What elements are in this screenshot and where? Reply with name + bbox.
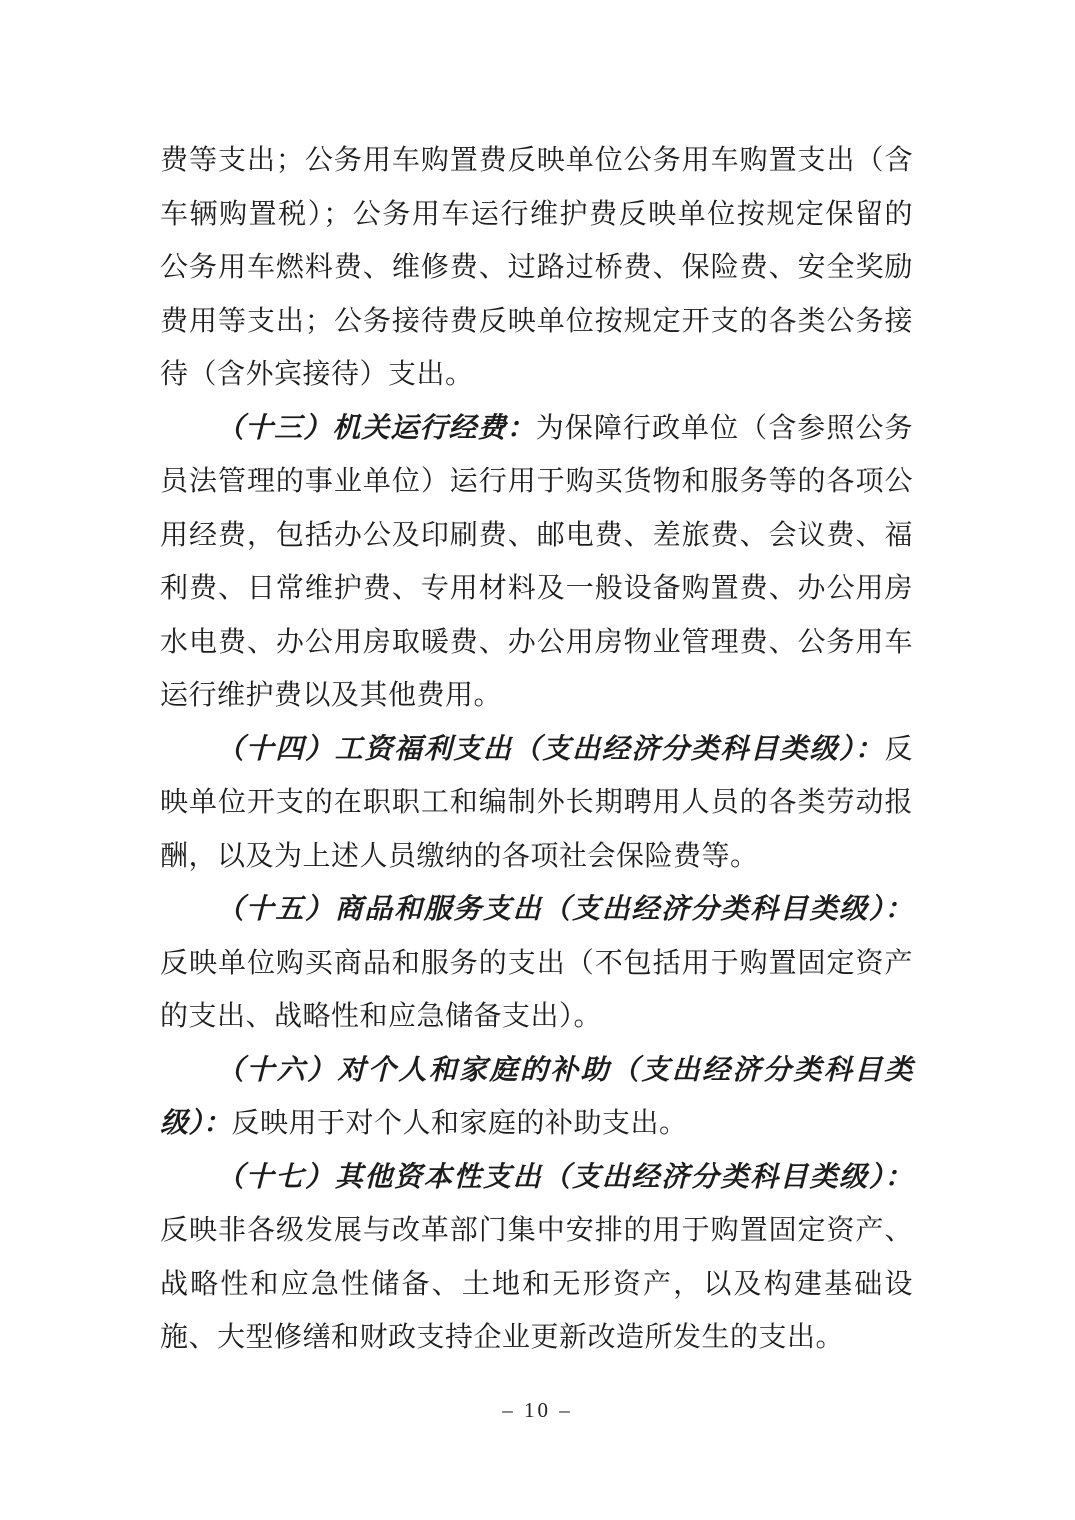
section-heading: （十三）机关运行经费： xyxy=(216,412,536,444)
page-number: – 10 – xyxy=(502,1398,573,1422)
paragraph xyxy=(160,1044,913,1151)
section-heading: （十五）商品和服务支出（支出经济分类科目类级）： xyxy=(216,894,913,925)
paragraph xyxy=(160,883,913,1044)
paragraph-text: 反映非各级发展与改革部门集中安排的用于购置固定资产、战略性和应急性储备、土地和无形资产，以及构建基础设施、大型修缮和财政支持企业更新改造所发生的支出。 xyxy=(160,1215,913,1353)
paragraph xyxy=(160,134,913,402)
paragraph-text: 为保障行政单位（含参照公务员法管理的事业单位）运行用于购买货物和服务等的各项公用经费，包括办公及印刷费、邮电费、差旅费、会议费、福利费、日常维护费、专用材料及一般设备购置费、办公用房水电费、办公用房取暖费、办公用房物业管理费、公务用车运行维护费以及其他费用。 xyxy=(160,412,913,711)
paragraph-text: 反映单位购买商品和服务的支出（不包括用于购置固定资产的支出、战略性和应急储备支出）。 xyxy=(160,947,913,1032)
paragraph xyxy=(160,402,913,723)
paragraph-text: 反映单位开支的在职职工和编制外长期聘用人员的各类劳动报酬，以及为上述人员缴纳的各项社会保险费等。 xyxy=(160,733,913,872)
section-heading: （十四）工资福利支出（支出经济分类科目类级）： xyxy=(216,733,885,765)
section-heading: （十七）其他资本性支出（支出经济分类科目类级）： xyxy=(216,1161,913,1193)
paragraph xyxy=(160,1151,913,1365)
paragraph-text: 费等支出；公务用车购置费反映单位公务用车购置支出（含车辆购置税）；公务用车运行维护费反映单位按规定保留的公务用车燃料费、维修费、过路过桥费、保险费、安全奖励费用等支出；公务接待费反映单位按规定开支的各类公务接待（含外宾接待）支出。 xyxy=(160,145,913,390)
document-body xyxy=(160,134,913,1365)
section-heading: （十六）对个人和家庭的补助（支出经济分类科目类级）： xyxy=(160,1054,913,1139)
paragraph xyxy=(160,723,913,884)
paragraph-text: 反映用于对个人和家庭的补助支出。 xyxy=(231,1108,688,1139)
